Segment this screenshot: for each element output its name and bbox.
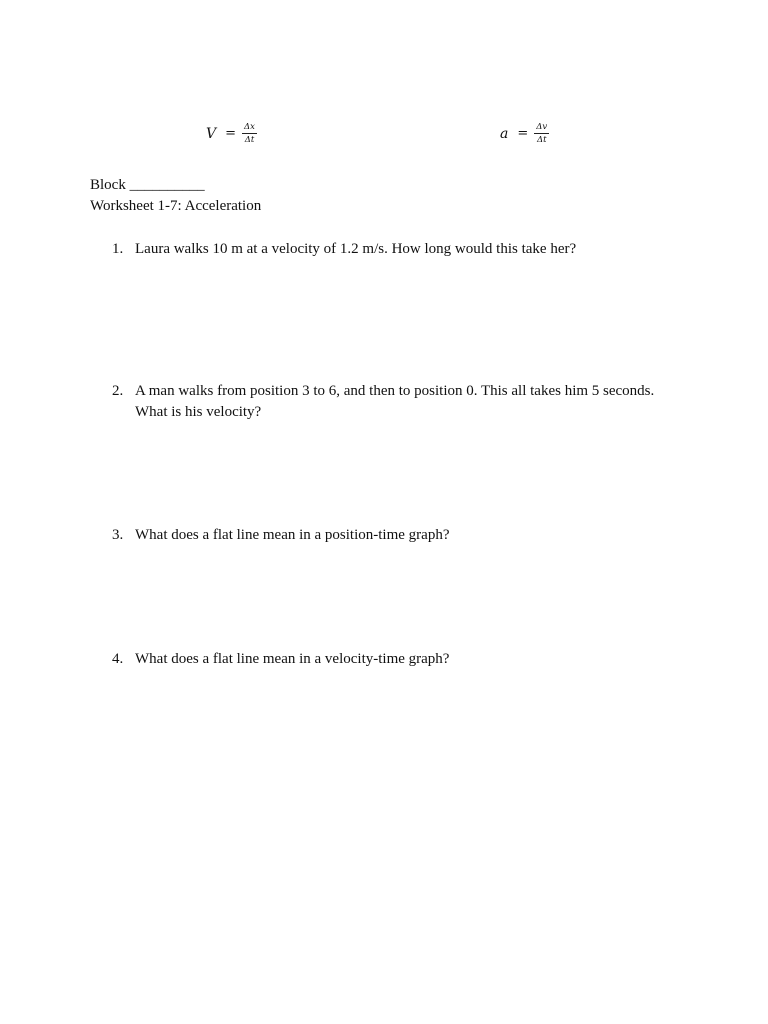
fraction-denominator: Δt	[536, 135, 547, 145]
acceleration-formula	[500, 122, 549, 145]
fraction-denominator: Δt	[244, 135, 255, 145]
velocity-fraction	[242, 122, 257, 145]
question-number: 2.	[112, 383, 124, 399]
velocity-symbol: V	[206, 125, 217, 142]
fraction-numerator: Δx	[244, 122, 255, 132]
question-item	[112, 525, 672, 546]
velocity-formula	[206, 122, 257, 145]
acceleration-symbol: a	[500, 125, 509, 142]
worksheet-title: Worksheet 1-7: Acceleration	[90, 198, 262, 214]
question-number: 1.	[112, 241, 124, 257]
question-number: 4.	[112, 651, 124, 667]
equals-sign: =	[225, 126, 237, 141]
block-field: Block __________	[90, 177, 205, 193]
question-item	[112, 239, 672, 260]
fraction-numerator: Δv	[536, 122, 548, 132]
equals-sign: =	[517, 126, 529, 141]
question-text: Laura walks 10 m at a velocity of 1.2 m/s. How long would this take her?	[135, 241, 577, 257]
question-text: What does a flat line mean in a position-time graph?	[135, 527, 450, 543]
question-item	[112, 381, 672, 423]
question-text: What does a flat line mean in a velocity-time graph?	[135, 651, 450, 667]
question-item	[112, 649, 672, 670]
acceleration-fraction	[534, 122, 549, 145]
question-number: 3.	[112, 527, 124, 543]
question-text: A man walks from position 3 to 6, and then to position 0. This all takes him 5 seconds. What is his velocity?	[135, 383, 655, 420]
